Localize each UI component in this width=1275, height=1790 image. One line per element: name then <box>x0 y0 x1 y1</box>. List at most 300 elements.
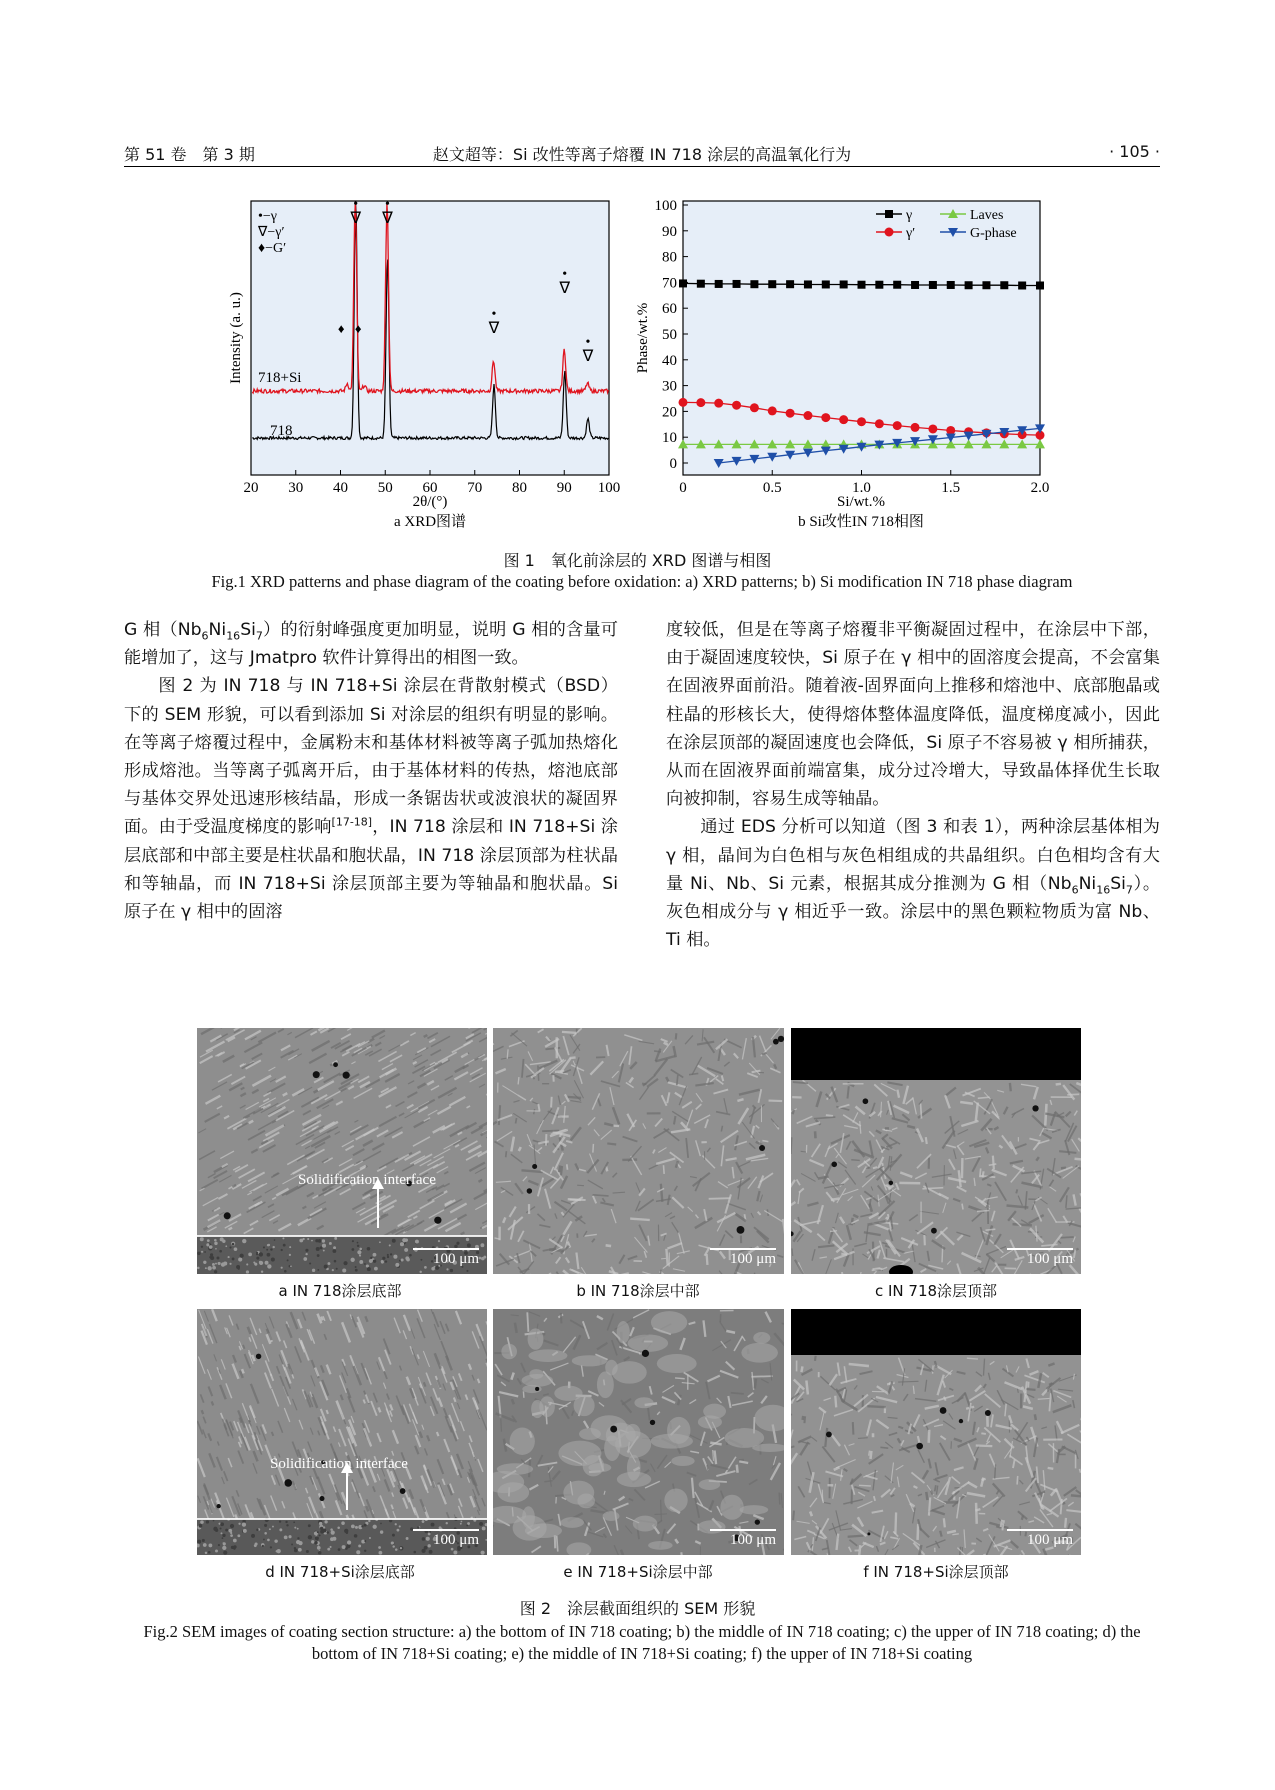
substrate-texture <box>200 1520 204 1524</box>
grain-texture <box>851 1160 859 1161</box>
substrate-texture <box>373 1525 377 1529</box>
substrate-texture <box>336 1268 338 1270</box>
substrate-texture <box>330 1528 333 1531</box>
grain-texture <box>654 1051 661 1052</box>
grain-texture <box>960 1102 973 1104</box>
particle <box>527 1188 532 1193</box>
grain-texture <box>590 1415 627 1441</box>
substrate-texture <box>311 1540 314 1543</box>
substrate-texture <box>420 1259 422 1261</box>
substrate-texture <box>481 1551 485 1555</box>
grain-texture <box>551 1097 552 1108</box>
substrate-texture <box>331 1530 335 1534</box>
grain-texture <box>782 1323 784 1324</box>
substrate-texture <box>267 1244 269 1246</box>
grain-texture <box>918 1524 919 1540</box>
panel-b-label: b Si改性IN 718相图 <box>798 514 924 530</box>
substrate-texture <box>218 1262 221 1265</box>
data-point-gamma <box>911 281 919 289</box>
substrate-texture <box>281 1267 283 1269</box>
grain-texture <box>561 1313 562 1324</box>
substrate-texture <box>327 1548 330 1551</box>
g-prime-marker: ♦ <box>337 321 345 336</box>
substrate-texture <box>357 1245 359 1247</box>
substrate-texture <box>351 1524 355 1528</box>
substrate-texture <box>197 1267 200 1270</box>
volume-issue: 第 51 卷 第 3 期 <box>124 145 255 164</box>
particle <box>400 1488 406 1494</box>
grain-texture <box>1065 1518 1066 1528</box>
data-point-gamma <box>786 280 794 288</box>
grain-texture <box>527 1312 528 1332</box>
sem-label-a: a IN 718涂层底部 <box>278 1282 402 1300</box>
substrate-texture <box>223 1551 227 1555</box>
grain-texture <box>675 1378 685 1379</box>
grain-texture <box>952 1534 958 1535</box>
substrate-texture <box>234 1247 238 1251</box>
grain-texture <box>657 1354 697 1373</box>
substrate-texture <box>270 1248 272 1250</box>
grain-texture <box>929 1497 930 1515</box>
grain-texture <box>1001 1520 1002 1527</box>
substrate-texture <box>316 1247 320 1251</box>
substrate-texture <box>209 1245 213 1249</box>
particle <box>931 1228 937 1234</box>
grain-texture <box>617 1321 630 1344</box>
grain-texture <box>523 1391 524 1397</box>
grain-texture <box>593 1144 594 1153</box>
figure-2-caption-en: Fig.2 SEM images of coating section structure: a) the bottom of IN 718 coating; b) the middle of IN 718 coating; c) the upper of IN 718 coating; d) the bottom of IN 718+Si coating; e) the middle of IN 718+Si coating; f) the upper of IN 718+Si coating <box>143 1622 1141 1663</box>
substrate-texture <box>274 1539 277 1542</box>
x-tick-label: 90 <box>556 480 572 496</box>
grain-texture <box>847 1086 848 1098</box>
interface-line <box>197 1235 487 1237</box>
substrate-texture <box>395 1548 397 1551</box>
substrate-texture <box>456 1242 459 1245</box>
grain-texture <box>651 1434 693 1449</box>
grain-texture <box>976 1445 993 1446</box>
grain-texture <box>560 1517 584 1528</box>
substrate-texture <box>324 1520 327 1523</box>
data-point-gamma-prime <box>911 423 920 432</box>
x-tick-label: 60 <box>422 480 438 496</box>
substrate-texture <box>343 1261 347 1265</box>
grain-texture <box>597 1371 614 1398</box>
substrate-texture <box>342 1545 346 1549</box>
y-tick-label: 70 <box>662 275 677 292</box>
substrate-texture <box>221 1532 223 1534</box>
particle <box>940 1407 947 1414</box>
substrate-texture <box>242 1519 245 1522</box>
grain-texture <box>873 1268 881 1269</box>
grain-texture <box>577 1185 584 1186</box>
scale-bar <box>710 1248 776 1250</box>
substrate-texture <box>228 1256 230 1258</box>
particle <box>755 1519 760 1524</box>
particle <box>532 1164 537 1169</box>
substrate-texture <box>446 1268 448 1270</box>
substrate-texture <box>216 1257 219 1260</box>
substrate-texture <box>215 1263 217 1265</box>
grain-texture <box>880 1447 888 1448</box>
text-run: Si <box>240 620 256 640</box>
body-column-left <box>124 616 618 926</box>
substrate-texture <box>259 1261 263 1265</box>
grain-texture <box>666 1249 667 1266</box>
substrate-texture <box>267 1539 270 1542</box>
substrate-texture <box>401 1259 404 1262</box>
substrate-texture <box>361 1525 363 1527</box>
substrate-texture <box>387 1254 389 1256</box>
gamma-marker: • <box>353 197 359 212</box>
substrate-texture <box>218 1544 220 1546</box>
grain-texture <box>793 1082 808 1083</box>
x-tick-label: 2.0 <box>1030 480 1050 496</box>
substrate-texture <box>413 1551 416 1554</box>
grain-texture <box>737 1465 738 1473</box>
grain-texture <box>534 1109 535 1114</box>
grain-texture <box>1075 1159 1081 1160</box>
substrate-texture <box>219 1250 222 1253</box>
grain-texture <box>607 1143 616 1144</box>
grain-texture <box>926 1137 927 1144</box>
substrate-texture <box>205 1552 207 1554</box>
grain-texture <box>815 1356 816 1361</box>
substrate-texture <box>256 1529 258 1531</box>
substrate-texture <box>323 1250 325 1252</box>
substrate-texture <box>307 1238 309 1240</box>
paragraph-left-2 <box>124 672 618 926</box>
grain-texture <box>528 1328 544 1349</box>
substrate-texture <box>200 1237 204 1241</box>
grain-texture <box>1048 1468 1054 1469</box>
substrate-texture <box>326 1531 329 1534</box>
substrate-texture <box>209 1256 211 1258</box>
xrd-y-axis-label: Intensity (a. u.) <box>228 292 244 384</box>
gamma-marker: • <box>585 335 591 350</box>
substrate-texture <box>263 1246 265 1248</box>
substrate-texture <box>291 1544 293 1546</box>
substrate-texture <box>364 1263 366 1265</box>
data-point-gamma <box>929 281 937 289</box>
y-tick-label: 90 <box>662 223 677 240</box>
body-column-right <box>666 616 1160 954</box>
substrate-texture <box>390 1253 392 1255</box>
scale-bar <box>413 1248 479 1250</box>
sem-image-c <box>791 1028 1081 1274</box>
substrate-texture <box>327 1262 330 1265</box>
substrate-texture <box>208 1551 211 1554</box>
grain-texture <box>762 1141 768 1142</box>
substrate-texture <box>270 1546 272 1548</box>
grain-texture <box>574 1395 595 1416</box>
grain-texture <box>978 1097 990 1098</box>
data-point-gamma <box>750 280 758 288</box>
xrd-legend-g-prime: ♦−G′ <box>258 241 287 256</box>
substrate-texture <box>264 1524 267 1527</box>
substrate-texture <box>303 1257 307 1261</box>
grain-texture <box>725 1428 765 1448</box>
grain-texture <box>793 1511 794 1521</box>
substrate-texture <box>352 1240 354 1242</box>
gamma-marker: • <box>562 267 568 282</box>
substrate-texture <box>297 1528 299 1530</box>
sem-panel-b <box>493 1028 784 1274</box>
substrate-texture <box>429 1550 433 1554</box>
x-tick-label: 70 <box>467 480 483 496</box>
grain-texture <box>671 1456 694 1466</box>
grain-texture <box>633 1516 658 1532</box>
substrate-texture <box>243 1529 247 1533</box>
substrate-texture <box>318 1239 322 1243</box>
substrate-texture <box>333 1246 336 1249</box>
substrate-texture <box>282 1237 284 1239</box>
substrate-texture <box>479 1522 483 1526</box>
grain-texture <box>531 1400 543 1418</box>
sem-label-c: c IN 718涂层顶部 <box>874 1282 998 1300</box>
particle <box>759 1145 765 1151</box>
substrate-texture <box>337 1526 340 1529</box>
scale-label: 100 μm <box>1027 1251 1073 1267</box>
substrate-texture <box>380 1530 383 1533</box>
substrate-texture <box>405 1256 409 1260</box>
substrate-texture <box>391 1541 394 1544</box>
data-point-gamma <box>982 281 990 289</box>
substrate-texture <box>298 1548 302 1552</box>
substrate-texture <box>246 1263 248 1265</box>
substrate-texture <box>352 1248 355 1251</box>
scale-bar <box>1007 1529 1073 1531</box>
substrate-texture <box>380 1523 382 1525</box>
substrate-texture <box>311 1240 313 1242</box>
data-point-gamma-prime <box>768 406 777 415</box>
substrate-texture <box>290 1265 292 1267</box>
substrate-texture <box>446 1522 448 1524</box>
x-tick-label: 30 <box>288 480 304 496</box>
data-point-gamma <box>1000 281 1008 289</box>
substrate-texture <box>213 1520 215 1522</box>
y-tick-label: 80 <box>662 249 677 266</box>
substrate-texture <box>330 1537 334 1541</box>
grain-texture <box>699 1479 721 1490</box>
particle <box>343 1072 350 1079</box>
grain-texture <box>753 1332 770 1344</box>
grain-texture <box>561 1166 562 1175</box>
grain-texture <box>528 1349 567 1362</box>
subscript: 7 <box>255 629 263 643</box>
substrate-texture <box>284 1270 287 1273</box>
substrate-texture <box>286 1524 288 1526</box>
grain-texture <box>577 1494 595 1509</box>
substrate-texture <box>248 1252 252 1256</box>
substrate-texture <box>344 1529 348 1533</box>
substrate-texture <box>281 1249 283 1251</box>
grain-texture <box>559 1166 560 1173</box>
grain-texture <box>1067 1094 1079 1095</box>
grain-texture <box>698 1520 726 1533</box>
legend-gamma-prime: γ′ <box>906 226 916 241</box>
x-tick-label: 1.5 <box>941 480 961 496</box>
substrate-texture <box>199 1524 202 1527</box>
substrate-texture <box>409 1254 412 1257</box>
substrate-texture <box>202 1539 205 1542</box>
panel-a-label: a XRD图谱 <box>393 514 467 530</box>
grain-texture <box>986 1229 996 1230</box>
substrate-texture <box>259 1252 263 1256</box>
substrate-texture <box>404 1248 408 1252</box>
grain-texture <box>661 1258 666 1259</box>
substrate-texture <box>404 1238 407 1241</box>
grain-texture <box>801 1366 802 1372</box>
grain-texture <box>242 1369 244 1373</box>
substrate-texture <box>309 1262 311 1264</box>
grain-texture <box>321 1316 322 1320</box>
substrate-texture <box>387 1256 389 1258</box>
substrate-texture <box>351 1258 355 1262</box>
substrate-texture <box>364 1550 366 1552</box>
substrate-texture <box>424 1266 427 1269</box>
grain-texture <box>681 1552 682 1555</box>
substrate-texture <box>207 1239 210 1242</box>
xrd-series-label-718si: 718+Si <box>258 370 302 386</box>
substrate-texture <box>232 1258 235 1261</box>
data-point-gamma <box>858 281 866 289</box>
substrate-texture <box>315 1536 319 1540</box>
substrate-texture <box>222 1534 225 1537</box>
grain-texture <box>1071 1495 1081 1496</box>
substrate-texture <box>197 1252 200 1255</box>
sem-image-a <box>197 1028 487 1274</box>
gamma-prime-marker: ∇ <box>582 348 594 365</box>
data-point-gamma-prime <box>893 421 902 430</box>
grain-texture <box>707 1254 708 1265</box>
substrate-texture <box>378 1546 381 1549</box>
gamma-prime-marker: ∇ <box>382 210 393 227</box>
substrate-texture <box>355 1269 358 1272</box>
grain-texture <box>606 1245 611 1246</box>
grain-texture <box>897 1090 899 1098</box>
grain-texture <box>1056 1084 1061 1085</box>
grain-texture <box>501 1344 517 1360</box>
data-point-gamma <box>768 280 776 288</box>
particle <box>737 1226 745 1234</box>
sem-panel-d <box>197 1309 487 1555</box>
substrate-texture <box>357 1250 361 1254</box>
particle <box>985 1410 991 1416</box>
substrate-texture <box>206 1243 209 1246</box>
grain-texture <box>689 1073 698 1074</box>
substrate-texture <box>424 1546 428 1550</box>
substrate-texture <box>347 1540 351 1544</box>
text-run: ）的衍射峰强度更加明显，说明 G 相的含量可能增加了，这与 Jmatpro 软件计算得出的相图一致。 <box>124 620 618 669</box>
grain-texture <box>737 1099 743 1101</box>
substrate-texture <box>299 1239 303 1243</box>
gamma-marker: • <box>385 197 390 212</box>
grain-texture <box>437 1432 439 1436</box>
substrate-texture <box>246 1270 249 1273</box>
grain-texture <box>630 1219 650 1220</box>
grain-texture <box>1010 1083 1011 1091</box>
arrow-icon <box>346 1472 348 1510</box>
substrate-texture <box>438 1240 440 1242</box>
substrate-texture <box>204 1251 206 1253</box>
interface-label: Solidification interface <box>270 1456 408 1472</box>
grain-texture <box>212 1401 214 1405</box>
substrate-texture <box>276 1550 278 1552</box>
substrate-texture <box>364 1524 367 1527</box>
grain-texture <box>779 1493 780 1505</box>
substrate-texture <box>267 1253 271 1257</box>
grain-texture <box>940 1531 941 1537</box>
substrate-texture <box>359 1260 363 1264</box>
particle <box>224 1212 231 1219</box>
substrate-texture <box>320 1527 323 1530</box>
grain-texture <box>977 1210 989 1211</box>
substrate-texture <box>279 1528 282 1531</box>
substrate-texture <box>400 1547 402 1549</box>
grain-texture <box>522 1374 554 1387</box>
grain-texture <box>755 1379 756 1389</box>
subscript: 6 <box>1071 883 1079 897</box>
legend-g-phase: G-phase <box>970 226 1017 241</box>
substrate-texture <box>320 1530 324 1534</box>
substrate-texture <box>370 1257 372 1259</box>
sem-image-f <box>791 1309 1081 1555</box>
grain-texture <box>664 1489 687 1513</box>
scale-bar <box>1007 1248 1073 1250</box>
substrate-texture <box>305 1253 307 1255</box>
grain-texture <box>980 1168 981 1177</box>
text-run: Si <box>1110 873 1126 894</box>
grain-texture <box>874 1496 875 1501</box>
substrate-texture <box>392 1534 395 1537</box>
grain-texture <box>933 1365 934 1373</box>
substrate-texture <box>293 1521 295 1523</box>
text-run: Ni <box>208 620 227 640</box>
particle <box>319 1496 324 1501</box>
substrate-texture <box>419 1271 421 1273</box>
y-tick-label: 50 <box>662 327 677 343</box>
substrate-texture <box>222 1537 224 1539</box>
grain-texture <box>981 1433 986 1434</box>
substrate-texture <box>332 1269 334 1271</box>
text-run: Ni <box>1078 873 1097 894</box>
grain-texture <box>975 1509 980 1511</box>
grain-texture <box>497 1463 533 1475</box>
substrate-texture <box>422 1537 426 1541</box>
x-tick-label: 80 <box>512 480 527 496</box>
figure-2-caption-cn: 图 2 涂层截面组织的 SEM 形貌 <box>519 1599 756 1618</box>
substrate-texture <box>238 1523 240 1525</box>
substrate-texture <box>482 1527 486 1531</box>
grain-texture <box>721 1126 722 1132</box>
g-prime-marker: ♦ <box>354 321 362 336</box>
substrate-texture <box>400 1242 404 1246</box>
sem-label-d: d IN 718+Si涂层底部 <box>265 1563 415 1581</box>
grain-texture <box>895 1512 896 1534</box>
substrate-texture <box>354 1534 358 1538</box>
substrate-texture <box>213 1527 217 1531</box>
substrate-texture <box>333 1249 337 1253</box>
grain-texture <box>557 1536 558 1552</box>
substrate-texture <box>399 1525 401 1527</box>
paragraph-left-1 <box>124 616 618 672</box>
substrate-texture <box>338 1548 341 1551</box>
substrate-texture <box>298 1541 302 1545</box>
substrate-texture <box>289 1246 291 1248</box>
substrate-texture <box>238 1257 242 1261</box>
substrate-texture <box>389 1244 391 1246</box>
